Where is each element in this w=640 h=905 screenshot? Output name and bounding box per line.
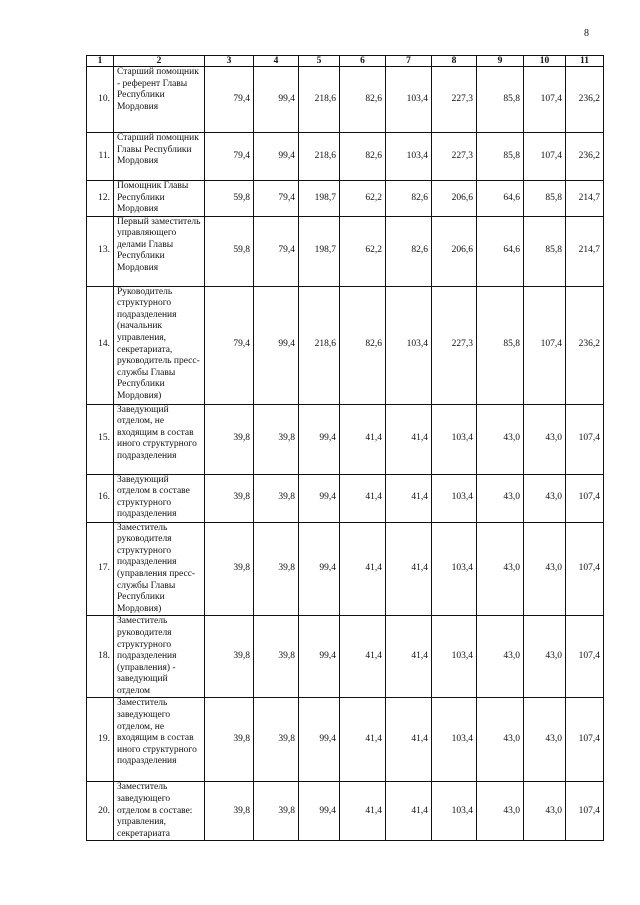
position-title: Помощник Главы Республики Мордовия <box>114 181 205 217</box>
table-row <box>87 286 604 404</box>
position-title: Заведующий отделом в составе структурного подразделения <box>114 474 205 522</box>
value-cell-col-7: 103,4 <box>386 286 432 404</box>
value-cell-col-8: 103,4 <box>432 474 477 522</box>
value-cell-col-8: 227,3 <box>432 133 477 181</box>
row-number: 16. <box>87 474 114 522</box>
value-cell-col-11: 214,7 <box>566 216 604 286</box>
value-cell-col-7: 41,4 <box>386 782 432 841</box>
value-cell-col-5: 99,4 <box>299 404 340 474</box>
table-row <box>87 698 604 782</box>
value-cell-col-7: 41,4 <box>386 616 432 698</box>
value-cell-col-7: 41,4 <box>386 474 432 522</box>
value-cell-col-4: 99,4 <box>254 286 299 404</box>
value-cell-col-3: 79,4 <box>205 67 254 133</box>
value-cell-col-5: 198,7 <box>299 181 340 217</box>
value-cell-col-9: 43,0 <box>477 474 524 522</box>
column-header-3: 3 <box>205 56 254 67</box>
row-number: 12. <box>87 181 114 217</box>
value-cell-col-6: 41,4 <box>340 522 386 616</box>
value-cell-col-4: 79,4 <box>254 181 299 217</box>
position-title: Заместитель руководителя структурного подразделения (управления пресс-службы Главы Республики Мордовия) <box>114 522 205 616</box>
value-cell-col-11: 107,4 <box>566 616 604 698</box>
position-title: Первый заместитель управляющего делами Главы Республики Мордовия <box>114 216 205 286</box>
value-cell-col-3: 39,8 <box>205 404 254 474</box>
table-row <box>87 133 604 181</box>
value-cell-col-7: 103,4 <box>386 67 432 133</box>
value-cell-col-3: 39,8 <box>205 698 254 782</box>
position-title: Старший помощник - референт Главы Республики Мордовия <box>114 67 205 133</box>
value-cell-col-6: 41,4 <box>340 616 386 698</box>
value-cell-col-10: 107,4 <box>524 286 566 404</box>
row-number: 18. <box>87 616 114 698</box>
row-number: 13. <box>87 216 114 286</box>
value-cell-col-5: 99,4 <box>299 522 340 616</box>
value-cell-col-4: 39,8 <box>254 698 299 782</box>
value-cell-col-8: 103,4 <box>432 698 477 782</box>
value-cell-col-6: 82,6 <box>340 286 386 404</box>
table-row <box>87 67 604 133</box>
value-cell-col-7: 82,6 <box>386 181 432 217</box>
value-cell-col-7: 41,4 <box>386 522 432 616</box>
row-number: 19. <box>87 698 114 782</box>
value-cell-col-6: 82,6 <box>340 67 386 133</box>
value-cell-col-10: 43,0 <box>524 698 566 782</box>
table-row <box>87 404 604 474</box>
value-cell-col-11: 107,4 <box>566 698 604 782</box>
row-number: 20. <box>87 782 114 841</box>
value-cell-col-5: 99,4 <box>299 474 340 522</box>
value-cell-col-10: 43,0 <box>524 522 566 616</box>
value-cell-col-9: 43,0 <box>477 616 524 698</box>
value-cell-col-10: 43,0 <box>524 616 566 698</box>
table-row <box>87 216 604 286</box>
value-cell-col-7: 103,4 <box>386 133 432 181</box>
position-title: Руководитель структурного подразделения (начальник управления, секретариата, руководитель пресс-службы Главы Республики Мордовия) <box>114 286 205 404</box>
row-number: 11. <box>87 133 114 181</box>
value-cell-col-4: 39,8 <box>254 404 299 474</box>
value-cell-col-11: 107,4 <box>566 782 604 841</box>
row-number: 14. <box>87 286 114 404</box>
value-cell-col-3: 79,4 <box>205 133 254 181</box>
value-cell-col-9: 64,6 <box>477 216 524 286</box>
row-number: 10. <box>87 67 114 133</box>
value-cell-col-4: 99,4 <box>254 133 299 181</box>
value-cell-col-3: 39,8 <box>205 474 254 522</box>
table-row <box>87 782 604 841</box>
value-cell-col-9: 43,0 <box>477 698 524 782</box>
column-header-9: 9 <box>477 56 524 67</box>
row-number: 15. <box>87 404 114 474</box>
value-cell-col-3: 39,8 <box>205 522 254 616</box>
value-cell-col-8: 103,4 <box>432 404 477 474</box>
table-row <box>87 616 604 698</box>
value-cell-col-5: 218,6 <box>299 133 340 181</box>
column-header-10: 10 <box>524 56 566 67</box>
value-cell-col-4: 39,8 <box>254 616 299 698</box>
value-cell-col-10: 43,0 <box>524 474 566 522</box>
value-cell-col-6: 62,2 <box>340 181 386 217</box>
value-cell-col-4: 39,8 <box>254 782 299 841</box>
value-cell-col-3: 59,8 <box>205 181 254 217</box>
table-header-row <box>87 56 604 67</box>
value-cell-col-6: 41,4 <box>340 404 386 474</box>
value-cell-col-9: 43,0 <box>477 404 524 474</box>
position-title: Заместитель руководителя структурного подразделения (управления) - заведующий отделом <box>114 616 205 698</box>
value-cell-col-9: 85,8 <box>477 133 524 181</box>
salary-table <box>86 55 604 841</box>
position-title: Старший помощник Главы Республики Мордовия <box>114 133 205 181</box>
value-cell-col-5: 99,4 <box>299 782 340 841</box>
table-row <box>87 474 604 522</box>
position-title: Заместитель заведующего отделом, не входящим в состав иного структурного подразделения <box>114 698 205 782</box>
column-header-6: 6 <box>340 56 386 67</box>
value-cell-col-3: 79,4 <box>205 286 254 404</box>
value-cell-col-5: 218,6 <box>299 286 340 404</box>
value-cell-col-4: 39,8 <box>254 474 299 522</box>
value-cell-col-3: 39,8 <box>205 616 254 698</box>
position-title: Заведующий отделом, не входящим в состав иного структурного подразделения <box>114 404 205 474</box>
value-cell-col-6: 41,4 <box>340 474 386 522</box>
column-header-7: 7 <box>386 56 432 67</box>
column-header-8: 8 <box>432 56 477 67</box>
column-header-1: 1 <box>87 56 114 67</box>
table-row <box>87 522 604 616</box>
value-cell-col-7: 41,4 <box>386 404 432 474</box>
value-cell-col-10: 107,4 <box>524 67 566 133</box>
value-cell-col-10: 107,4 <box>524 133 566 181</box>
value-cell-col-9: 43,0 <box>477 522 524 616</box>
value-cell-col-10: 85,8 <box>524 181 566 217</box>
column-header-4: 4 <box>254 56 299 67</box>
value-cell-col-3: 39,8 <box>205 782 254 841</box>
value-cell-col-9: 85,8 <box>477 67 524 133</box>
value-cell-col-11: 214,7 <box>566 181 604 217</box>
page-number: 8 <box>584 28 589 39</box>
value-cell-col-8: 227,3 <box>432 67 477 133</box>
value-cell-col-8: 103,4 <box>432 616 477 698</box>
value-cell-col-5: 99,4 <box>299 616 340 698</box>
value-cell-col-6: 41,4 <box>340 698 386 782</box>
value-cell-col-10: 43,0 <box>524 782 566 841</box>
value-cell-col-5: 198,7 <box>299 216 340 286</box>
value-cell-col-11: 107,4 <box>566 404 604 474</box>
value-cell-col-4: 99,4 <box>254 67 299 133</box>
value-cell-col-8: 206,6 <box>432 216 477 286</box>
row-number: 17. <box>87 522 114 616</box>
value-cell-col-5: 99,4 <box>299 698 340 782</box>
value-cell-col-10: 85,8 <box>524 216 566 286</box>
value-cell-col-4: 79,4 <box>254 216 299 286</box>
value-cell-col-10: 43,0 <box>524 404 566 474</box>
value-cell-col-11: 236,2 <box>566 286 604 404</box>
value-cell-col-7: 82,6 <box>386 216 432 286</box>
value-cell-col-8: 206,6 <box>432 181 477 217</box>
value-cell-col-6: 41,4 <box>340 782 386 841</box>
position-title: Заместитель заведующего отделом в составе: управления, секретариата <box>114 782 205 841</box>
value-cell-col-7: 41,4 <box>386 698 432 782</box>
value-cell-col-6: 62,2 <box>340 216 386 286</box>
value-cell-col-5: 218,6 <box>299 67 340 133</box>
column-header-5: 5 <box>299 56 340 67</box>
value-cell-col-4: 39,8 <box>254 522 299 616</box>
value-cell-col-11: 107,4 <box>566 474 604 522</box>
value-cell-col-9: 64,6 <box>477 181 524 217</box>
value-cell-col-3: 59,8 <box>205 216 254 286</box>
value-cell-col-11: 236,2 <box>566 67 604 133</box>
value-cell-col-9: 43,0 <box>477 782 524 841</box>
value-cell-col-8: 227,3 <box>432 286 477 404</box>
value-cell-col-8: 103,4 <box>432 782 477 841</box>
table-row <box>87 181 604 217</box>
value-cell-col-11: 236,2 <box>566 133 604 181</box>
value-cell-col-6: 82,6 <box>340 133 386 181</box>
value-cell-col-11: 107,4 <box>566 522 604 616</box>
column-header-11: 11 <box>566 56 604 67</box>
value-cell-col-8: 103,4 <box>432 522 477 616</box>
column-header-2: 2 <box>114 56 205 67</box>
value-cell-col-9: 85,8 <box>477 286 524 404</box>
